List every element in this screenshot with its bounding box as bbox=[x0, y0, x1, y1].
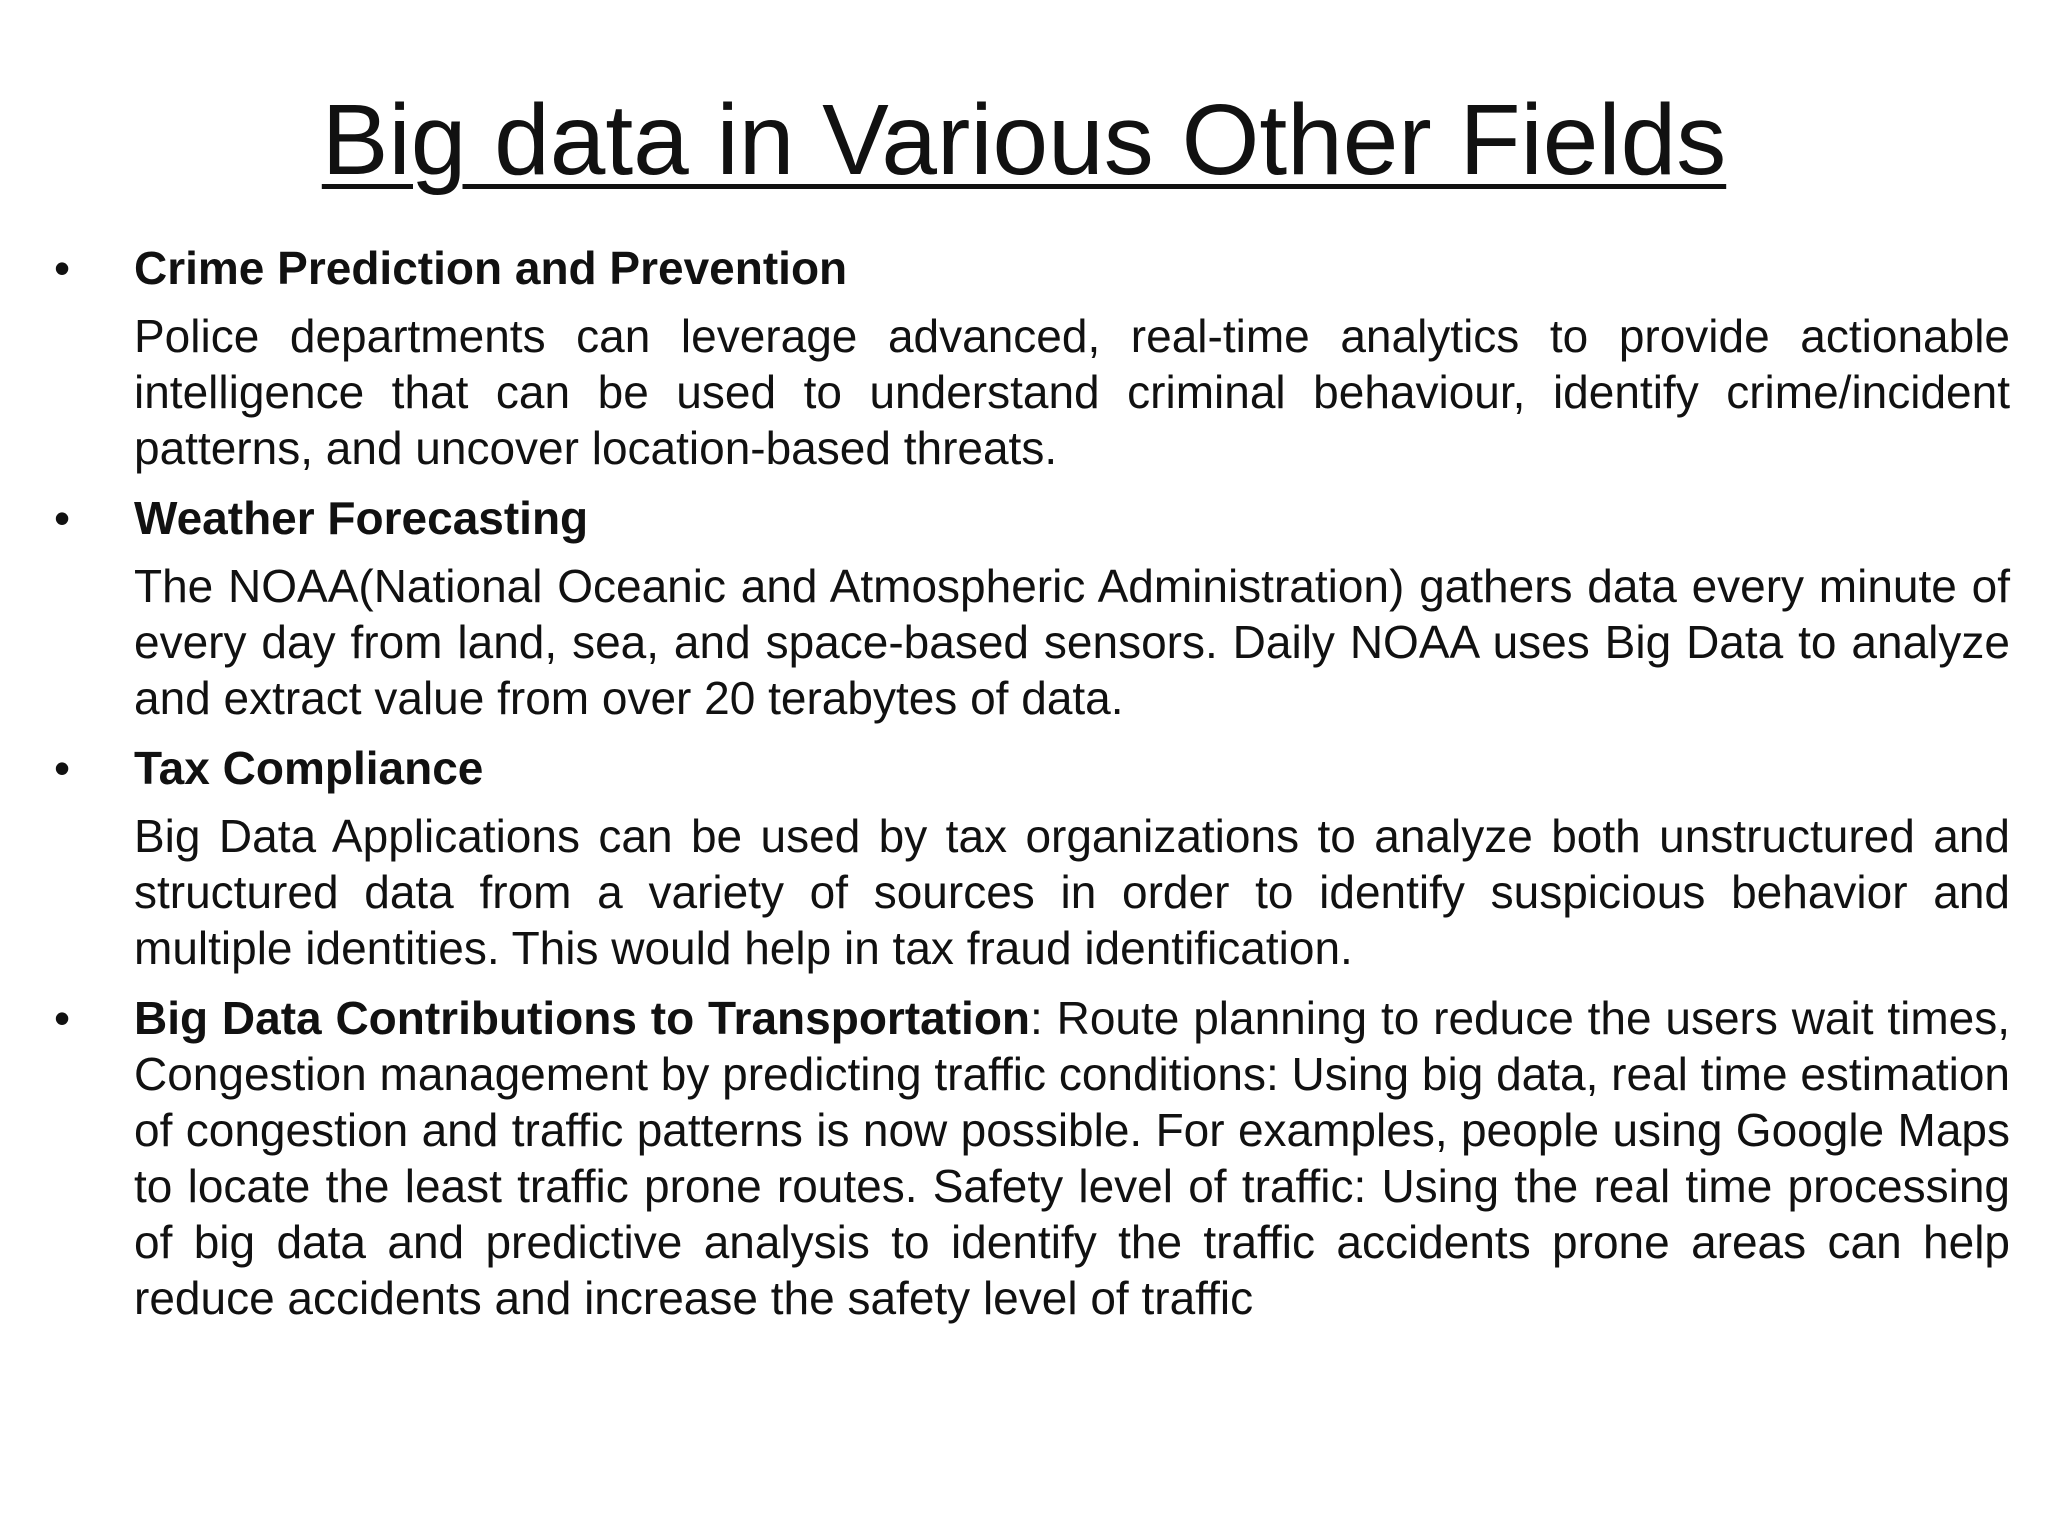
item-text: The NOAA(National Oceanic and Atmospheric Administration) gathers data every minute of every day from land, sea, and space-based sensors. Daily NOAA uses Big Data to analyze and extract value from over 20 terabytes of data. bbox=[134, 560, 2010, 724]
list-item-transportation bbox=[50, 990, 2010, 1326]
item-text: : Route planning to reduce the users wait times, Congestion management by predicting traffic conditions: Using big data, real time estimation of congestion and traffic patterns is now possible. For examples, people using Google Maps to locate the least traffic prone routes. Safety level of traffic: Using the real time processing of big data and predictive analysis to identify the traffic accidents prone areas can help reduce accidents and increase the safety level of traffic bbox=[134, 992, 2011, 1324]
list-item-weather-forecasting bbox=[50, 490, 2010, 726]
list-item-tax-compliance bbox=[50, 740, 2010, 976]
item-text: Big Data Applications can be used by tax organizations to analyze both unstructured and structured data from a variety of sources in order to identify suspicious behavior and multiple identities. This would help in tax fraud identification. bbox=[134, 810, 2010, 974]
list-item-crime-prediction bbox=[50, 240, 2010, 476]
bullet-icon: • bbox=[54, 492, 71, 544]
item-heading: Weather Forecasting bbox=[134, 492, 589, 544]
item-heading: Crime Prediction and Prevention bbox=[134, 242, 848, 294]
item-heading: Tax Compliance bbox=[134, 742, 484, 794]
bullet-icon: • bbox=[54, 992, 71, 1044]
item-heading: Big Data Contributions to Transportation bbox=[134, 992, 1031, 1044]
slide-title-text: Big data in Various Other Fields bbox=[321, 84, 1727, 196]
bullet-icon: • bbox=[54, 242, 71, 294]
bullet-icon: • bbox=[54, 742, 71, 794]
item-text: Police departments can leverage advanced, real-time analytics to provide actionable intelligence that can be used to understand criminal behaviour, identify crime/incident patterns, and uncover location-based threats. bbox=[134, 310, 2010, 474]
bullet-list bbox=[50, 240, 2010, 1340]
slide-title bbox=[0, 80, 2048, 200]
